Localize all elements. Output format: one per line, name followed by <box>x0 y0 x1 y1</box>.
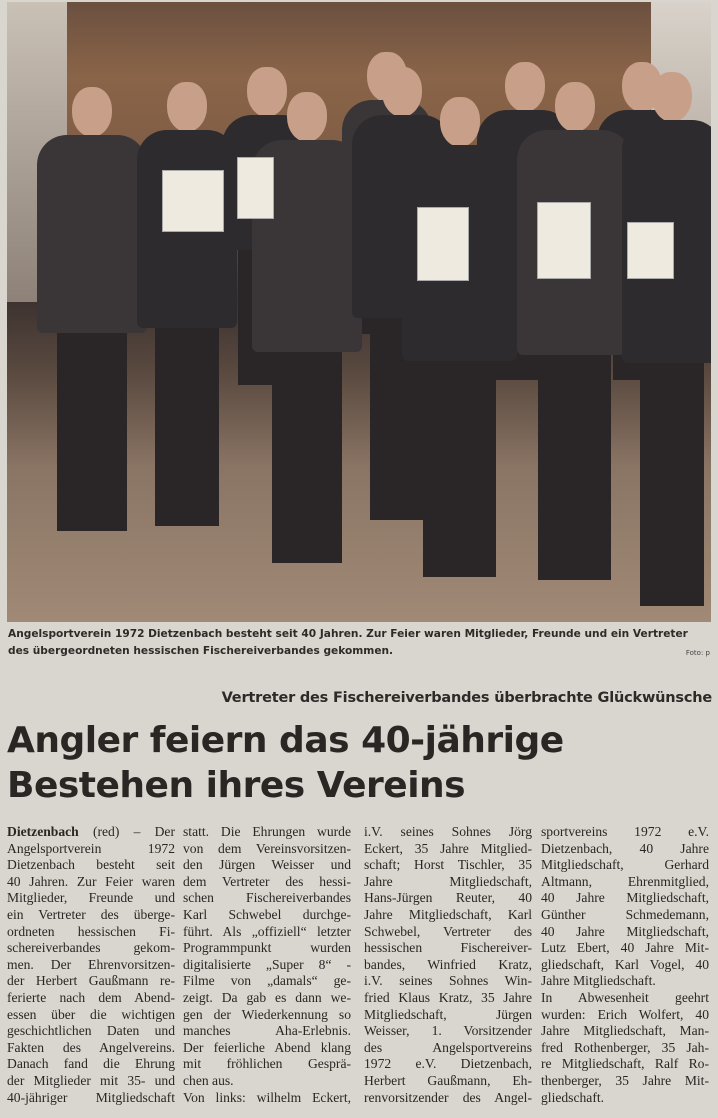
article-line: Jahre Mitgliedschaft, Man- <box>541 1023 709 1039</box>
article-line: 40 Jahre Mitgliedschaft, <box>541 923 709 939</box>
article-line: Danach fand die Ehrung <box>7 1056 175 1072</box>
article-line: den Jürgen Weisser und <box>183 857 351 873</box>
article-line: renvorsitzender des Angel- <box>364 1089 532 1105</box>
article-line: Altmann, Ehrenmitglied, <box>541 873 709 889</box>
headline-line: Bestehen ihres Vereins <box>7 765 466 806</box>
article-line: von dem Vereinsvorsitzen- <box>183 840 351 856</box>
certificate <box>237 157 274 219</box>
article-column-3 <box>364 824 532 1106</box>
article-line: manches Aha-Erlebnis. <box>183 1023 351 1039</box>
article-line: mit fröhlichen Gesprä- <box>183 1056 351 1072</box>
article-line: 40 Jahren. Zur Feier waren <box>7 873 175 889</box>
dateline: Dietzenbach <box>7 824 93 839</box>
article-line: gliedschaft, Karl Vogel, 40 <box>541 956 709 972</box>
article-line: wurden: Erich Wolfert, 40 <box>541 1006 709 1022</box>
article-line: re Mitgliedschaft, Ralf Ro- <box>541 1056 709 1072</box>
article-line: Weisser, 1. Vorsitzender <box>364 1023 532 1039</box>
article-column-2 <box>183 824 351 1106</box>
photo-credit: Foto: p <box>685 649 710 657</box>
article-line: i.V. seines Sohnes Win- <box>364 973 532 989</box>
article-line: Mitgliedschaft, Gerhard <box>541 857 709 873</box>
article-line: der Mitglieder mit 35- und <box>7 1072 175 1088</box>
article-line: 40-jähriger Mitgliedschaft <box>7 1089 175 1105</box>
article-line: ordneten hessischen Fi- <box>7 923 175 939</box>
article-line: fred Rothenberger, 35 Jah- <box>541 1039 709 1055</box>
article-line: Hans-Jürgen Reuter, 40 <box>364 890 532 906</box>
article-line: Herbert Gaußmann, Eh- <box>364 1072 532 1088</box>
article-line: ferierte nach dem Abend- <box>7 989 175 1005</box>
article-line: führt. Als „offiziell“ letzter <box>183 923 351 939</box>
group-photo <box>7 2 711 622</box>
headline <box>7 718 564 808</box>
article-line: schaft; Horst Tischler, 35 <box>364 857 532 873</box>
article-line: Schwebel, Vertreter des <box>364 923 532 939</box>
article-line: 40 Jahre Mitgliedschaft, <box>541 890 709 906</box>
article-line: essen über die wichtigen <box>7 1006 175 1022</box>
article-line: gliedschaft. <box>541 1089 605 1105</box>
certificate <box>627 222 674 279</box>
article-line: men. Der Ehrenvorsitzen- <box>7 956 175 972</box>
article-line: Dietzenbach besteht seit <box>7 857 175 873</box>
article-line: sportvereins 1972 e.V. <box>541 824 709 839</box>
article-line: In Abwesenheit geehrt <box>541 989 709 1005</box>
article-line: Filme von „damals“ ge- <box>183 973 351 989</box>
certificate <box>162 170 224 232</box>
article-line: Karl Schwebel durchge- <box>183 906 351 922</box>
article-line: Dietzenbach (red) – Der <box>7 824 175 839</box>
article-column-1 <box>7 824 175 1106</box>
article-line: schen Fischereiverbandes <box>183 890 351 906</box>
article-line: digitalisierte „Super 8“ - <box>183 956 351 972</box>
article-line: thenberger, 35 Jahre Mit- <box>541 1072 709 1088</box>
article-line: bandes, Winfried Kratz, <box>364 956 532 972</box>
article-line: Mitgliedschaft, Jürgen <box>364 1006 532 1022</box>
article-line: der Herbert Gaußmann re- <box>7 973 175 989</box>
article-column-4 <box>541 824 709 1106</box>
article-line: i.V. seines Sohnes Jörg <box>364 824 532 839</box>
photo-caption: Angelsportverein 1972 Dietzenbach besteht seit 40 Jahren. Zur Feier waren Mitglieder, Freunde und ein Vertreter des übergeordneten hessischen Fischereiverbandes gekommen. <box>8 628 688 657</box>
article-line: Programmpunkt wurden <box>183 940 351 956</box>
subheadline: Vertreter des Fischereiverbandes überbrachte Glückwünsche <box>221 690 712 706</box>
certificate <box>537 202 591 279</box>
article-line: statt. Die Ehrungen wurde <box>183 824 351 839</box>
article-line: Mitglieder, Freunde und <box>7 890 175 906</box>
article-line: 1972 e.V. Dietzenbach, <box>364 1056 532 1072</box>
article-line: zeigt. Da gab es dann we- <box>183 989 351 1005</box>
headline-line: Angler feiern das 40-jährige <box>7 720 564 761</box>
article-line: ein Vertreter des überge- <box>7 906 175 922</box>
article-line: Der feierliche Abend klang <box>183 1039 351 1055</box>
article-line: geschichtlichen Daten und <box>7 1023 175 1039</box>
article-line: Fakten des Angelvereins. <box>7 1039 175 1055</box>
article-line: Jahre Mitgliedschaft, <box>364 873 532 889</box>
article-line: fried Klaus Kratz, 35 Jahre <box>364 989 532 1005</box>
article-line: Eckert, 35 Jahre Mitglied- <box>364 840 532 856</box>
certificate <box>417 207 469 281</box>
article-line: schereiverbandes gekom- <box>7 940 175 956</box>
article-line: chen aus. <box>183 1072 234 1088</box>
article-line: hessischen Fischereiver- <box>364 940 532 956</box>
article-line: Jahre Mitgliedschaft, Karl <box>364 906 532 922</box>
article-line: dem Vertreter des hessi- <box>183 873 351 889</box>
article-line: des Angelsportvereins <box>364 1039 532 1055</box>
article-line: Angelsportverein 1972 <box>7 840 175 856</box>
article-line: Günther Schmedemann, <box>541 906 709 922</box>
article-line: Jahre Mitgliedschaft. <box>541 973 656 989</box>
article-line: Lutz Ebert, 40 Jahre Mit- <box>541 940 709 956</box>
article-line: Dietzenbach, 40 Jahre <box>541 840 709 856</box>
article-line: gen der Wiederkennung so <box>183 1006 351 1022</box>
article-line: Von links: wilhelm Eckert, <box>183 1089 351 1105</box>
